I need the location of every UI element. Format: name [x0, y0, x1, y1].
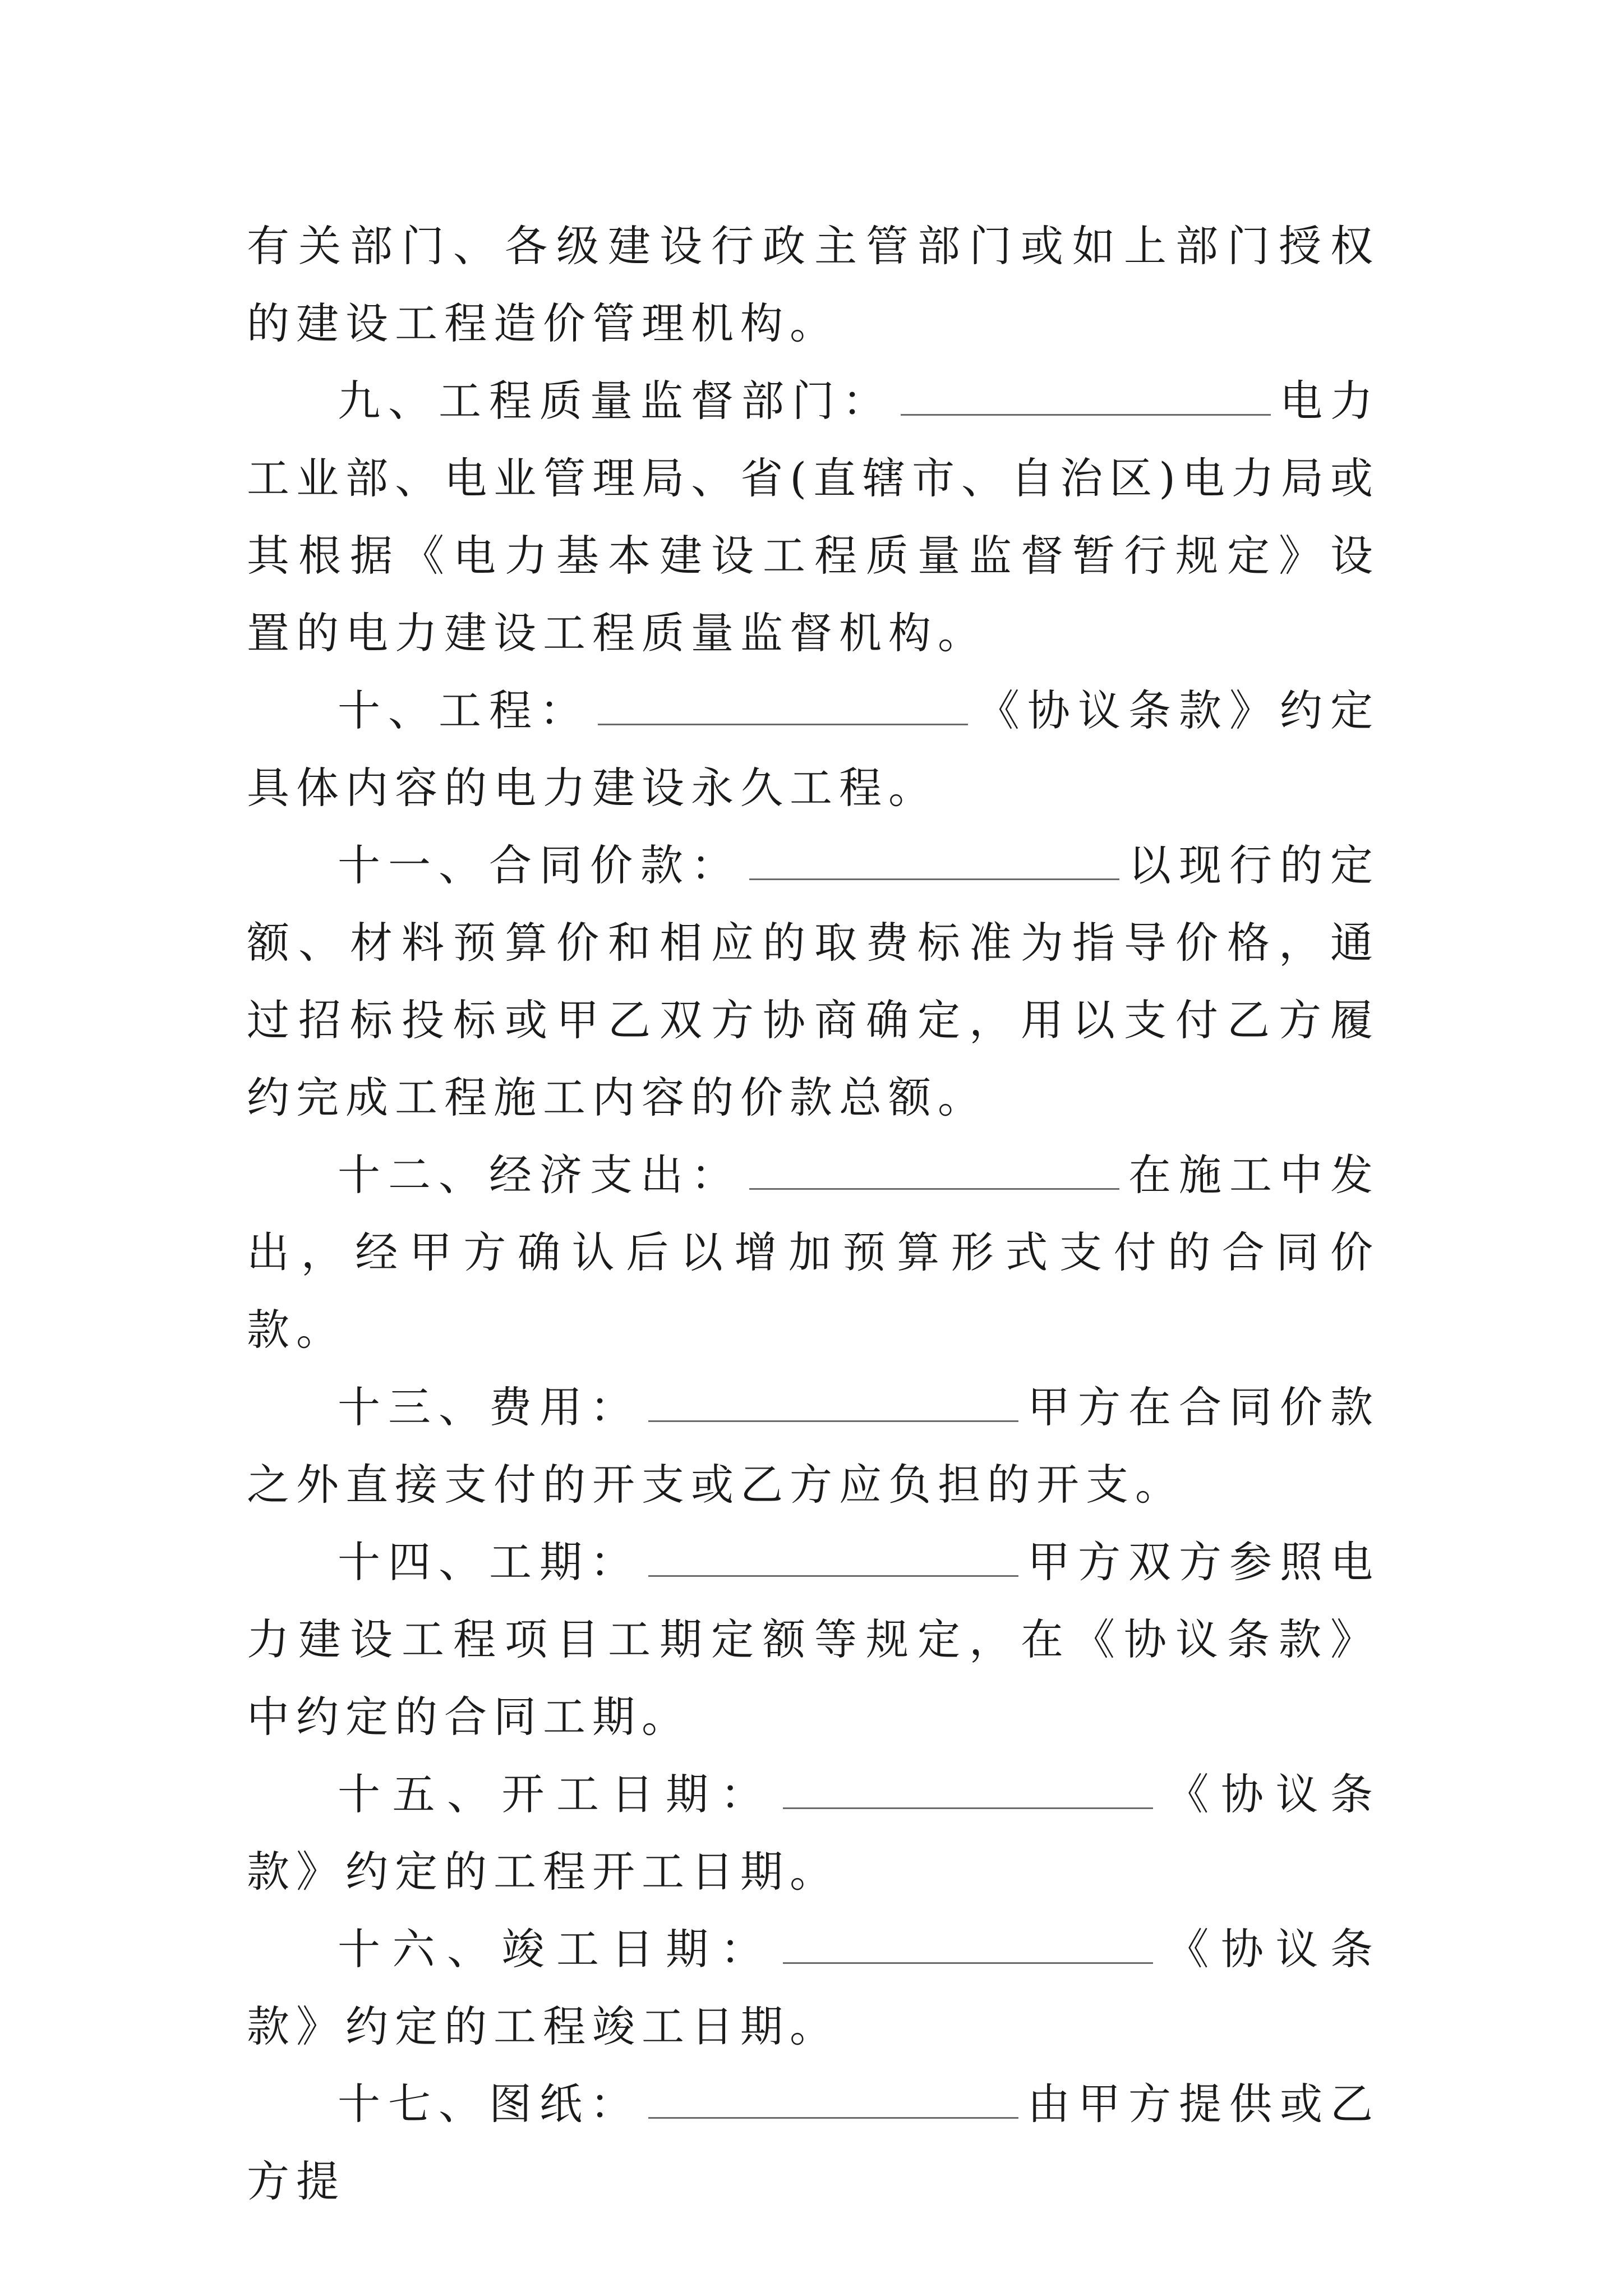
- clause-body: 以现行的定额、材料预算价和相应的取费标准为指导价格，通过招标投标或甲乙双方协商确定，用以支付乙方履约完成工程施工内容的价款总额。: [247, 840, 1380, 1122]
- clause-body: 《协议条款》约定具体内容的电力建设永久工程。: [247, 685, 1380, 813]
- fill-in-blank[interactable]: [749, 845, 1119, 880]
- clause-lead: 十三、费用：: [338, 1382, 640, 1432]
- clause-body: 甲方双方参照电力建设工程项目工期定额等规定，在《协议条款》中约定的合同工期。: [247, 1537, 1380, 1742]
- clause-body: 《协议条款》约定的工程开工日期。: [247, 1769, 1380, 1897]
- clause-15-start-date: [247, 1756, 1380, 1911]
- clause-body: 《协议条款》约定的工程竣工日期。: [247, 1924, 1380, 2051]
- clause-body: 在施工中发出，经甲方确认后以增加预算形式支付的合同价款。: [247, 1150, 1380, 1355]
- fill-in-blank[interactable]: [648, 2083, 1018, 2119]
- clause-lead: 十、工程：: [338, 685, 590, 735]
- clause-11-contract-price: [247, 827, 1380, 1137]
- clause-lead: 九、工程质量监督部门：: [338, 376, 893, 426]
- fill-in-blank[interactable]: [783, 1929, 1153, 1964]
- clause-lead: 十二、经济支出：: [338, 1150, 741, 1200]
- clause-lead: 十一、合同价款：: [338, 840, 741, 890]
- fill-in-blank[interactable]: [598, 690, 968, 725]
- clause-lead: 十七、图纸：: [338, 2079, 640, 2129]
- fill-in-blank[interactable]: [648, 1542, 1018, 1577]
- clause-body: 由甲方提供或乙方提: [247, 2079, 1380, 2206]
- clause-lead: 十六、竣工日期：: [338, 1924, 775, 1974]
- clause-body: 电力工业部、电业管理局、省(直辖市、自治区)电力局或其根据《电力基本建设工程质量监督暂行规定》设置的电力建设工程质量监督机构。: [247, 376, 1380, 658]
- clause-13-expenses: [247, 1369, 1380, 1524]
- fill-in-blank[interactable]: [749, 1154, 1119, 1190]
- clause-10-project: [247, 672, 1380, 827]
- clause-body: 甲方在合同价款之外直接支付的开支或乙方应负担的开支。: [247, 1382, 1380, 1510]
- clause-lead: 十五、开工日期：: [338, 1769, 775, 1819]
- clause-9-quality-supervision: [247, 362, 1380, 672]
- clause-lead: 十四、工期：: [338, 1537, 640, 1587]
- document-body: [247, 208, 1380, 2220]
- clause-12-economic-expenditure: [247, 1137, 1380, 1369]
- clause-17-drawings: [247, 2065, 1380, 2220]
- fill-in-blank[interactable]: [648, 1387, 1018, 1422]
- paragraph-body: 有关部门、各级建设行政主管部门或如上部门授权的建设工程造价管理机构。: [247, 221, 1380, 348]
- clause-16-completion-date: [247, 1911, 1380, 2065]
- clause-14-duration: [247, 1524, 1380, 1756]
- paragraph-continuation: [247, 208, 1380, 362]
- fill-in-blank[interactable]: [901, 380, 1271, 416]
- fill-in-blank[interactable]: [783, 1774, 1153, 1809]
